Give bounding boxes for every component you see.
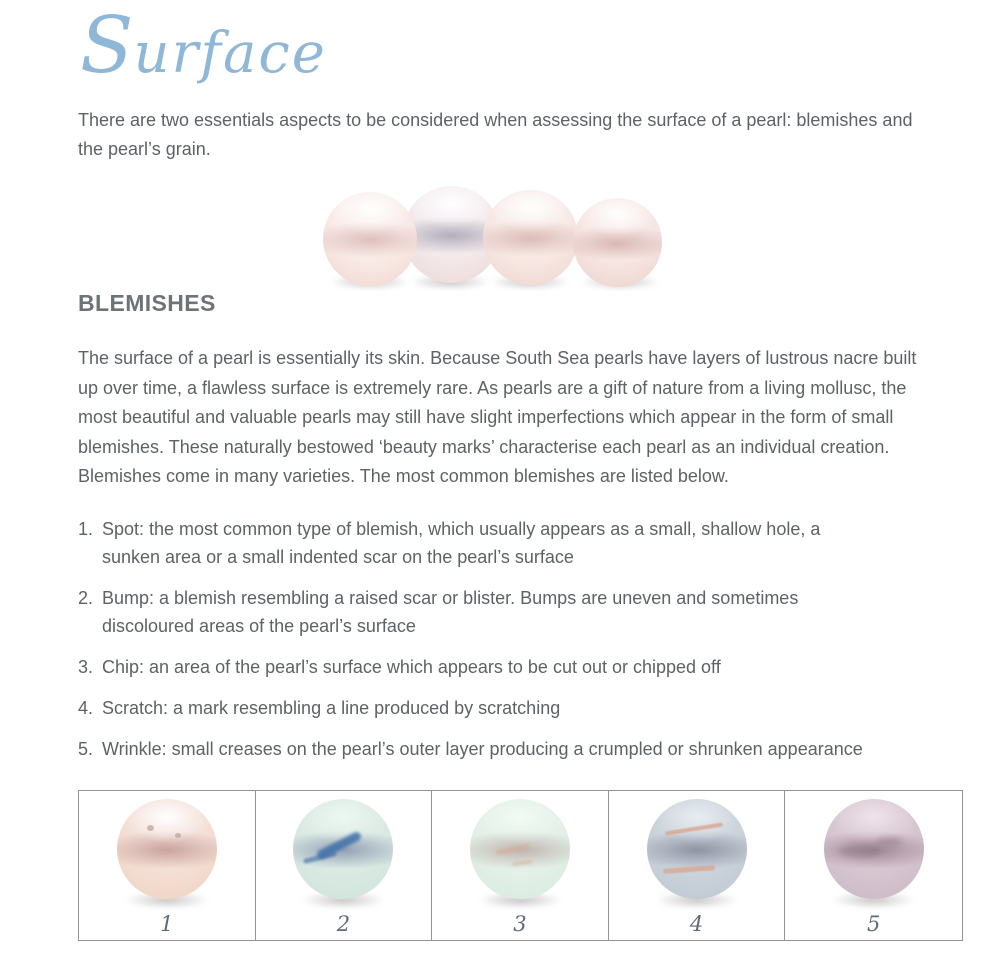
table-cell-spot: [79, 791, 256, 940]
table-cell-bump: [256, 791, 433, 940]
cell-number: 3: [513, 912, 527, 936]
blemish-mark: [662, 865, 714, 874]
pearl-image: [573, 198, 662, 287]
scratch-pearl-image: [644, 799, 750, 911]
pearl-image: [293, 799, 393, 899]
intro-paragraph: There are two essentials aspects to be considered when assessing the surface of a pearl: blemishes and the pearl’s grain.: [78, 110, 913, 159]
blemish-types-list: [78, 515, 938, 776]
cell-number: 2: [336, 912, 351, 936]
list-item-bump: [78, 584, 938, 640]
blemish-mark: [512, 860, 532, 867]
blemish-examples-table: [78, 790, 963, 941]
table-cell-scratch: [609, 791, 786, 940]
blemish-mark: [876, 837, 902, 846]
blemish-mark: [496, 844, 530, 856]
list-item-chip: [78, 653, 938, 681]
table-cell-chip: [432, 791, 609, 940]
pearl-image: [824, 799, 924, 899]
list-item-text: Bump: a blemish resembling a raised scar or blister. Bumps are uneven and sometimes discoloured areas of the pearl’s surface: [102, 588, 799, 636]
blemish-mark: [147, 825, 154, 831]
list-item-number: 5.: [78, 739, 94, 759]
list-item-text: Chip: an area of the pearl’s surface which appears to be cut out or chipped off: [102, 657, 721, 677]
bump-pearl-image: [290, 799, 396, 911]
list-item-number: 2.: [78, 588, 94, 608]
pearl-image: [470, 799, 570, 899]
list-item-number: 1.: [78, 519, 94, 539]
cell-number: 1: [160, 912, 174, 936]
wrinkle-pearl-image: [821, 799, 927, 911]
list-item-number: 4.: [78, 698, 94, 718]
page-title: Surface: [80, 1, 327, 91]
pearl-image: [117, 799, 217, 899]
blemish-mark: [838, 845, 882, 857]
pearl-image: [323, 192, 417, 286]
cell-number: 5: [867, 912, 881, 936]
hero-pearl-4: [572, 184, 668, 290]
list-item-scratch: [78, 694, 938, 722]
list-item-text: Scratch: a mark resembling a line produced by scratching: [102, 698, 561, 718]
section-heading-blemishes: BLEMISHES: [78, 290, 216, 316]
blemish-mark: [175, 833, 181, 838]
pearl-image: [647, 799, 747, 899]
spot-pearl-image: [114, 799, 220, 911]
pearls-hero-image: [0, 178, 990, 290]
pearl-image: [483, 190, 578, 285]
hero-pearl-1: [322, 184, 418, 290]
table-cell-wrinkle: [785, 791, 962, 940]
list-item-text: Wrinkle: small creases on the pearl’s outer layer producing a crumpled or shrunken appearance: [102, 739, 863, 759]
chip-pearl-image: [467, 799, 573, 911]
blemish-mark: [665, 822, 723, 835]
list-item-wrinkle: [78, 735, 938, 763]
blemishes-body-paragraph: The surface of a pearl is essentially its skin. Because South Sea pearls have layers of lustrous nacre built up over time, a flawless surface is extremely rare. As pearls are a gift of nature from a living mollusc, the most beautiful and valuable pearls may still have slight imperfections which appear in the form of small blemishes. These naturally bestowed ‘beauty marks’ characterise each pearl as an individual creation. Blemishes come in many varieties. The most common blemishes are listed below.: [78, 348, 917, 486]
hero-pearl-3: [482, 184, 578, 290]
list-item-number: 3.: [78, 657, 94, 677]
cell-number: 4: [689, 912, 704, 936]
list-item-spot: [78, 515, 938, 571]
list-item-text: Spot: the most common type of blemish, which usually appears as a small, shallow hole, a sunken area or a small indented scar on the pearl’s surface: [102, 519, 821, 567]
